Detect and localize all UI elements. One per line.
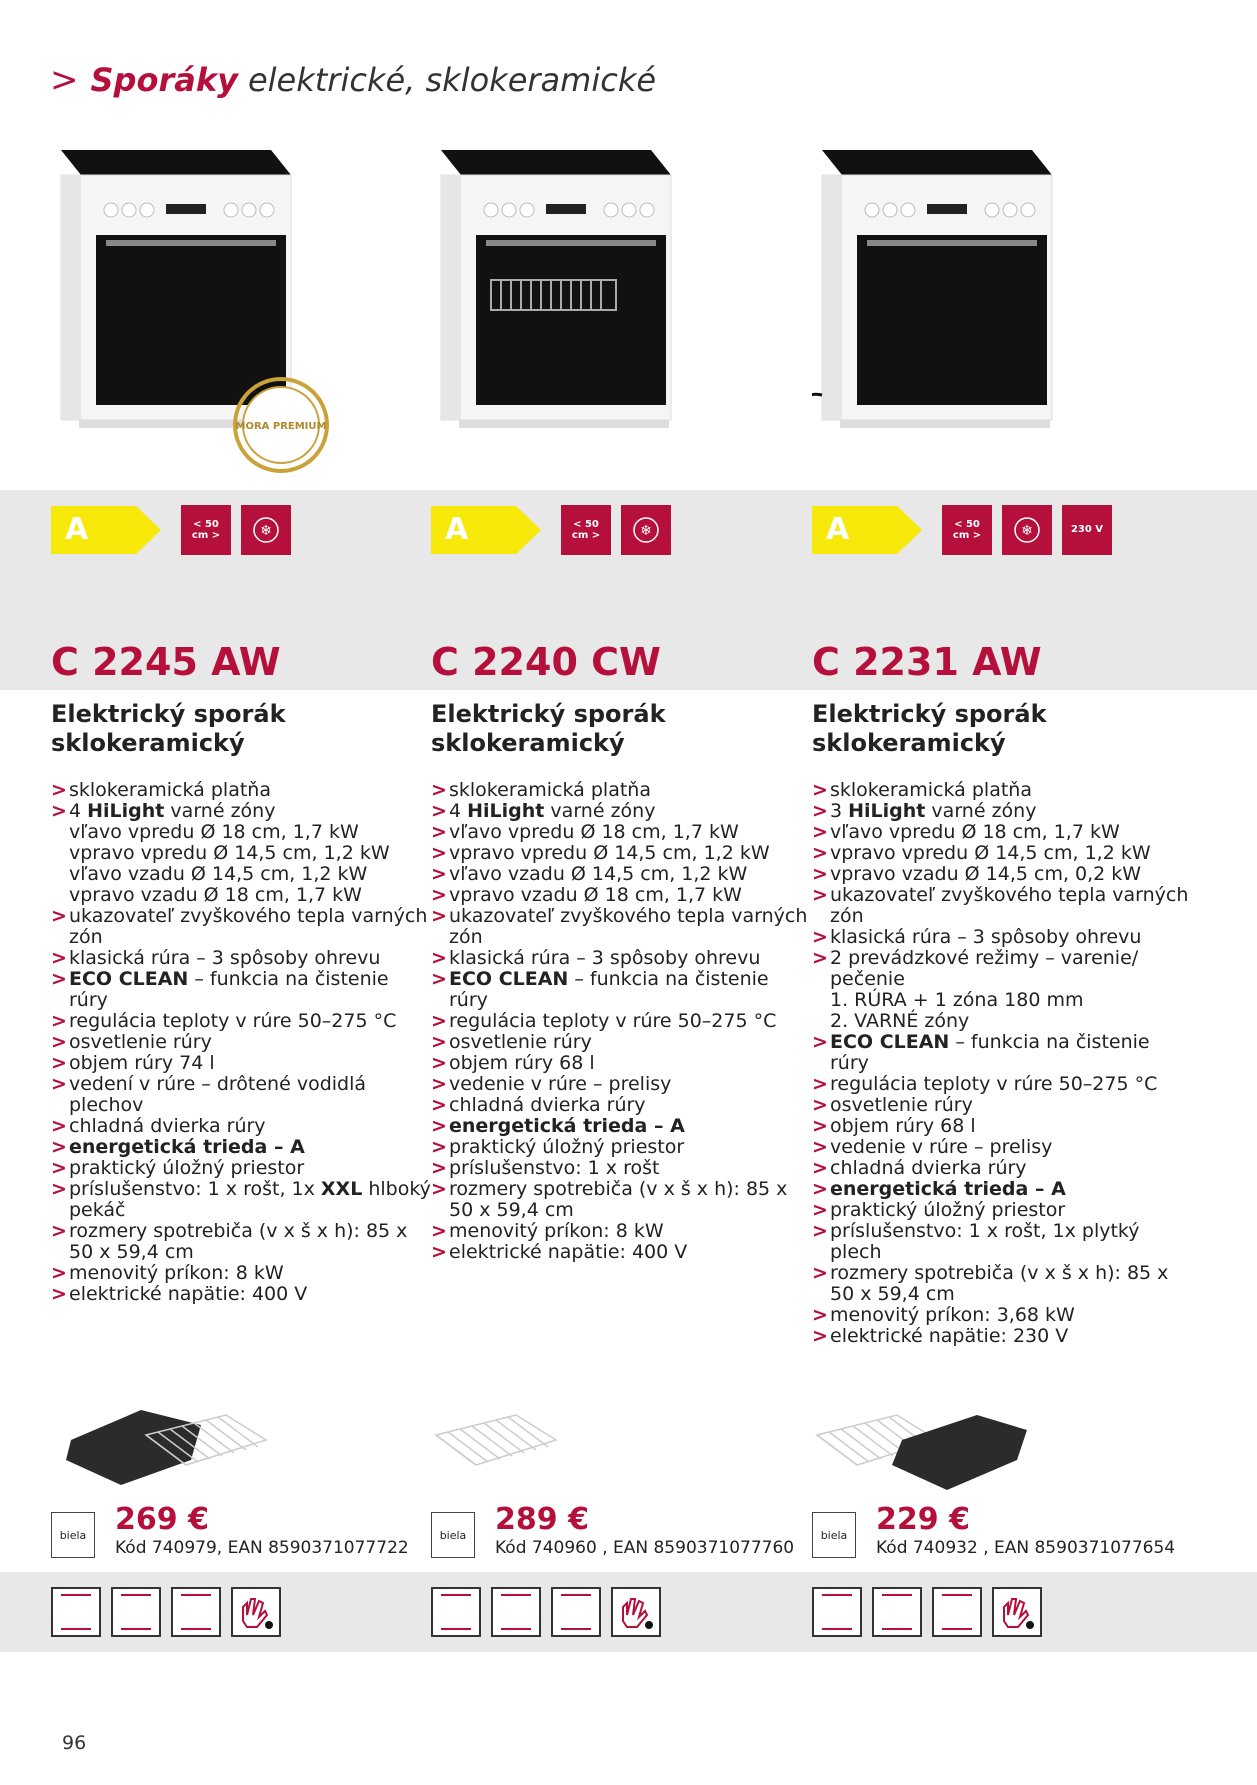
bullet-chevron-icon: > <box>51 800 67 822</box>
feature-item <box>812 927 1192 948</box>
feature-item <box>431 1179 811 1221</box>
feature-item <box>812 1095 1192 1116</box>
feature-item <box>431 1053 811 1074</box>
energy-class: A <box>65 511 89 547</box>
feature-item <box>431 1221 811 1242</box>
voltage-230v-icon: 230 V <box>1062 505 1112 555</box>
stove-photo <box>431 140 691 470</box>
feature-item <box>431 1095 811 1116</box>
energy-class-label <box>431 506 541 554</box>
hand-care-icon <box>231 1587 281 1637</box>
feature-item <box>812 1179 1192 1200</box>
bullet-chevron-icon: > <box>431 863 447 885</box>
bullet-chevron-icon: > <box>812 947 828 969</box>
price: 269 € <box>115 1502 209 1537</box>
checkbox-row <box>812 1587 1052 1637</box>
icon-row <box>812 502 1122 557</box>
feature-text: osvetlenie rúry <box>830 1094 973 1116</box>
bullet-chevron-icon: > <box>51 1031 67 1053</box>
feature-item <box>812 1032 1192 1074</box>
feature-item <box>431 780 811 801</box>
hot-air-icon <box>241 505 291 555</box>
feature-text: klasická rúra – 3 spôsoby ohrevu <box>830 926 1142 948</box>
bullet-chevron-icon: > <box>431 1115 447 1137</box>
heading-bold: Sporáky <box>90 61 238 99</box>
feature-item <box>51 1221 431 1263</box>
feature-item <box>431 1074 811 1095</box>
feature-text: 4 <box>69 800 88 822</box>
accessories <box>51 1400 281 1490</box>
product-code: Kód 740960 , EAN 8590371077760 <box>495 1538 795 1558</box>
feature-bold: HiLight <box>467 800 545 822</box>
bullet-chevron-icon: > <box>51 1157 67 1179</box>
energy-class-label <box>812 506 922 554</box>
feature-item <box>51 1032 431 1053</box>
feature-item <box>812 1305 1192 1326</box>
bullet-chevron-icon: > <box>812 821 828 843</box>
product-name-line2: sklokeramický <box>812 729 1006 757</box>
feature-text: vedenie v rúre – prelisy <box>449 1073 672 1095</box>
placement-box-icon <box>111 1587 161 1637</box>
feature-text: menovitý príkon: 8 kW <box>449 1220 664 1242</box>
svg-text:❄: ❄ <box>1021 522 1033 539</box>
bullet-chevron-icon: > <box>51 1178 67 1200</box>
product-name-line1: Elektrický sporák <box>431 700 666 728</box>
feature-item <box>51 780 431 801</box>
feature-item <box>812 885 1192 927</box>
bullet-chevron-icon: > <box>51 1010 67 1032</box>
product-name-line1: Elektrický sporák <box>51 700 286 728</box>
feature-item <box>51 1158 431 1179</box>
feature-text-post: hlboký pekáč <box>69 1178 431 1221</box>
feature-text-post: – funkcia na čistenie rúry <box>830 1031 1150 1074</box>
feature-text-post: varné zóny <box>544 800 656 822</box>
feature-item <box>51 906 431 948</box>
feature-text: klasická rúra – 3 spôsoby ohrevu <box>69 947 381 969</box>
feature-text: menovitý príkon: 3,68 kW <box>830 1304 1075 1326</box>
feature-text: vľavo vpredu Ø 18 cm, 1,7 kW <box>449 821 739 843</box>
feature-item <box>431 948 811 969</box>
hand-care-icon <box>992 1587 1042 1637</box>
feature-bold: HiLight <box>848 800 926 822</box>
feature-item <box>812 1200 1192 1221</box>
checkbox-row <box>51 1587 291 1637</box>
feature-bold: XXL <box>320 1178 363 1200</box>
feature-text: chladná dvierka rúry <box>449 1094 646 1116</box>
color-label: biela <box>51 1512 95 1558</box>
feature-item <box>431 906 811 948</box>
feature-text: vpravo vpredu Ø 14,5 cm, 1,2 kW <box>830 842 1151 864</box>
bullet-chevron-icon: > <box>431 968 447 990</box>
stove-image <box>812 140 1072 470</box>
feature-text: osvetlenie rúry <box>449 1031 592 1053</box>
bullet-chevron-icon: > <box>431 779 447 801</box>
feature-text: vedenie v rúre – prelisy <box>830 1136 1053 1158</box>
product-name <box>812 700 1047 758</box>
bullet-chevron-icon: > <box>812 1115 828 1137</box>
feature-text: regulácia teploty v rúre 50–275 °C <box>449 1010 777 1032</box>
bullet-chevron-icon: > <box>812 800 828 822</box>
feature-text: 2. VARNÉ zóny <box>830 1010 970 1032</box>
bullet-chevron-icon: > <box>431 1136 447 1158</box>
feature-item <box>51 948 431 969</box>
bullet-chevron-icon: > <box>431 821 447 843</box>
bullet-chevron-icon: > <box>51 779 67 801</box>
bullet-chevron-icon: > <box>431 947 447 969</box>
feature-item <box>51 1011 431 1032</box>
model-number: C 2240 CW <box>431 640 661 684</box>
bullet-chevron-icon: > <box>812 1073 828 1095</box>
bullet-chevron-icon: > <box>431 905 447 927</box>
feature-text: rozmery spotrebiča (v x š x h): 85 x 50 x 59,4 cm <box>830 1262 1169 1305</box>
feature-text: objem rúry 68 l <box>830 1115 976 1137</box>
bullet-chevron-icon: > <box>431 1031 447 1053</box>
model-number: C 2245 AW <box>51 640 281 684</box>
feature-item <box>812 822 1192 843</box>
feature-text: objem rúry 74 l <box>69 1052 215 1074</box>
feature-bold: energetická trieda – A <box>830 1178 1066 1200</box>
feature-text: príslušenstvo: 1 x rošt <box>449 1157 660 1179</box>
accessories-image <box>51 1400 281 1490</box>
feature-item <box>812 1074 1192 1095</box>
feature-text: vpravo vzadu Ø 14,5 cm, 0,2 kW <box>830 863 1142 885</box>
feature-item <box>812 843 1192 864</box>
feature-text: sklokeramická platňa <box>449 779 651 801</box>
bullet-chevron-icon: > <box>812 842 828 864</box>
feature-text: elektrické napätie: 400 V <box>69 1283 308 1305</box>
feature-bold: ECO CLEAN <box>449 968 569 990</box>
premium-badge <box>231 375 331 475</box>
feature-item <box>812 1326 1192 1347</box>
feature-text: elektrické napätie: 230 V <box>830 1325 1069 1347</box>
feature-text: regulácia teploty v rúre 50–275 °C <box>830 1073 1158 1095</box>
heading-rest: elektrické, sklokeramické <box>247 61 657 99</box>
placement-box-icon <box>431 1587 481 1637</box>
placement-box-icon <box>171 1587 221 1637</box>
feature-text: príslušenstvo: 1 x rošt, 1x plytký plech <box>830 1220 1140 1263</box>
feature-text: príslušenstvo: 1 x rošt, 1x <box>69 1178 321 1200</box>
feature-item <box>51 801 431 822</box>
feature-item <box>51 864 431 885</box>
feature-text-post: – funkcia na čistenie rúry <box>69 968 389 1011</box>
svg-text:❄: ❄ <box>640 522 652 539</box>
feature-list <box>812 780 1192 1347</box>
feature-text: objem rúry 68 l <box>449 1052 595 1074</box>
bullet-chevron-icon: > <box>812 1325 828 1347</box>
page-heading <box>50 60 656 100</box>
feature-item <box>812 1011 1192 1032</box>
bullet-chevron-icon: > <box>812 926 828 948</box>
feature-item <box>51 1116 431 1137</box>
feature-item <box>812 801 1192 822</box>
feature-item <box>51 885 431 906</box>
price: 289 € <box>495 1502 589 1537</box>
model-number: C 2231 AW <box>812 640 1042 684</box>
product-code: Kód 740932 , EAN 8590371077654 <box>876 1538 1176 1558</box>
feature-item <box>431 801 811 822</box>
bullet-chevron-icon: > <box>812 1178 828 1200</box>
feature-text: osvetlenie rúry <box>69 1031 212 1053</box>
bullet-chevron-icon: > <box>431 1178 447 1200</box>
bullet-chevron-icon: > <box>51 968 67 990</box>
feature-item <box>812 948 1192 990</box>
placement-box-icon <box>551 1587 601 1637</box>
feature-item <box>431 843 811 864</box>
feature-item <box>51 1137 431 1158</box>
accessories-image <box>812 1400 1042 1490</box>
feature-bold: ECO CLEAN <box>69 968 189 990</box>
bullet-chevron-icon: > <box>431 1010 447 1032</box>
feature-item <box>812 864 1192 885</box>
feature-item <box>51 1263 431 1284</box>
feature-text: vľavo vpredu Ø 18 cm, 1,7 kW <box>69 821 359 843</box>
bullet-chevron-icon: > <box>51 1073 67 1095</box>
hot-air-icon <box>621 505 671 555</box>
color-label: biela <box>812 1512 856 1558</box>
feature-item <box>431 969 811 1011</box>
feature-text: 3 <box>830 800 849 822</box>
bullet-chevron-icon: > <box>431 1052 447 1074</box>
stove-image <box>431 140 691 470</box>
bullet-chevron-icon: > <box>51 1136 67 1158</box>
bullet-chevron-icon: > <box>812 779 828 801</box>
feature-item <box>431 864 811 885</box>
accessories-image <box>431 1400 661 1490</box>
checkbox-row <box>431 1587 671 1637</box>
accessories <box>431 1400 661 1490</box>
bullet-chevron-icon: > <box>812 1199 828 1221</box>
feature-item <box>812 1221 1192 1263</box>
feature-item <box>51 822 431 843</box>
bullet-chevron-icon: > <box>431 1157 447 1179</box>
feature-list <box>51 780 431 1305</box>
feature-item <box>51 843 431 864</box>
bullet-chevron-icon: > <box>812 1136 828 1158</box>
feature-item <box>51 1053 431 1074</box>
feature-item <box>431 1137 811 1158</box>
bullet-chevron-icon: > <box>431 1241 447 1263</box>
bullet-chevron-icon: > <box>812 1220 828 1242</box>
feature-text: vľavo vpredu Ø 18 cm, 1,7 kW <box>830 821 1120 843</box>
feature-text: rozmery spotrebiča (v x š x h): 85 x 50 x 59,4 cm <box>449 1178 788 1221</box>
feature-text: vpravo vzadu Ø 18 cm, 1,7 kW <box>69 884 362 906</box>
feature-item <box>51 1074 431 1116</box>
feature-text: vpravo vpredu Ø 14,5 cm, 1,2 kW <box>449 842 770 864</box>
feature-item <box>812 990 1192 1011</box>
product-code: Kód 740979, EAN 8590371077722 <box>115 1538 409 1558</box>
placement-box-icon <box>51 1587 101 1637</box>
placement-box-icon <box>491 1587 541 1637</box>
hand-care-icon <box>611 1587 661 1637</box>
feature-bold: energetická trieda – A <box>69 1136 305 1158</box>
feature-item <box>812 1263 1192 1305</box>
svg-text:❄: ❄ <box>260 522 272 539</box>
price: 229 € <box>876 1502 970 1537</box>
bullet-chevron-icon: > <box>812 1094 828 1116</box>
feature-text: vľavo vzadu Ø 14,5 cm, 1,2 kW <box>69 863 368 885</box>
placement-box-icon <box>932 1587 982 1637</box>
svg-text:MORA PREMIUM: MORA PREMIUM <box>235 421 327 432</box>
feature-item <box>431 885 811 906</box>
bullet-chevron-icon: > <box>51 1220 67 1242</box>
feature-text: praktický úložný priestor <box>69 1157 305 1179</box>
bullet-chevron-icon: > <box>51 905 67 927</box>
bullet-chevron-icon: > <box>431 800 447 822</box>
bullet-chevron-icon: > <box>51 947 67 969</box>
bullet-chevron-icon: > <box>812 1031 828 1053</box>
feature-text: ukazovateľ zvyškového tepla varných zón <box>69 905 428 948</box>
bullet-chevron-icon: > <box>51 1283 67 1305</box>
feature-text-post: varné zóny <box>164 800 276 822</box>
feature-text: regulácia teploty v rúre 50–275 °C <box>69 1010 397 1032</box>
feature-text: chladná dvierka rúry <box>69 1115 266 1137</box>
stove-photo <box>812 140 1072 470</box>
feature-item <box>812 1116 1192 1137</box>
icon-row <box>431 502 681 557</box>
bullet-chevron-icon: > <box>431 884 447 906</box>
placement-box-icon <box>872 1587 922 1637</box>
feature-item <box>812 780 1192 801</box>
feature-item <box>431 1116 811 1137</box>
feature-list <box>431 780 811 1263</box>
placement-box-icon <box>812 1587 862 1637</box>
feature-text: chladná dvierka rúry <box>830 1157 1027 1179</box>
feature-text: 2 prevádzkové režimy – varenie/ pečenie <box>830 947 1139 990</box>
feature-text: ukazovateľ zvyškového tepla varných zón <box>449 905 808 948</box>
feature-text: sklokeramická platňa <box>69 779 271 801</box>
feature-text: 1. RÚRA + 1 zóna 180 mm <box>830 989 1084 1011</box>
feature-text: praktický úložný priestor <box>449 1136 685 1158</box>
feature-item <box>812 1158 1192 1179</box>
product-name-line2: sklokeramický <box>51 729 245 757</box>
feature-text: vpravo vzadu Ø 18 cm, 1,7 kW <box>449 884 742 906</box>
feature-item <box>51 1179 431 1221</box>
bullet-chevron-icon: > <box>812 1157 828 1179</box>
chevron-right-icon: > <box>50 60 79 100</box>
feature-text-post: varné zóny <box>925 800 1037 822</box>
badge-wrap <box>231 375 331 479</box>
bullet-chevron-icon: > <box>51 1262 67 1284</box>
feature-text: klasická rúra – 3 spôsoby ohrevu <box>449 947 761 969</box>
feature-item <box>431 1032 811 1053</box>
feature-text: vedení v rúre – drôtené vodidlá plechov <box>69 1073 367 1116</box>
width-50cm-icon: < 50 cm > <box>181 505 231 555</box>
energy-class: A <box>826 511 850 547</box>
feature-bold: ECO CLEAN <box>830 1031 950 1053</box>
feature-text: elektrické napätie: 400 V <box>449 1241 688 1263</box>
icon-row <box>51 502 301 557</box>
feature-item <box>431 822 811 843</box>
product-name <box>431 700 666 758</box>
bullet-chevron-icon: > <box>812 1262 828 1284</box>
bullet-chevron-icon: > <box>812 1304 828 1326</box>
bullet-chevron-icon: > <box>431 1094 447 1116</box>
product-name-line1: Elektrický sporák <box>812 700 1047 728</box>
feature-item <box>431 1242 811 1263</box>
color-label: biela <box>431 1512 475 1558</box>
hot-air-icon <box>1002 505 1052 555</box>
energy-class: A <box>445 511 469 547</box>
bullet-chevron-icon: > <box>51 1115 67 1137</box>
bullet-chevron-icon: > <box>431 842 447 864</box>
feature-bold: energetická trieda – A <box>449 1115 685 1137</box>
feature-text: menovitý príkon: 8 kW <box>69 1262 284 1284</box>
bullet-chevron-icon: > <box>812 863 828 885</box>
bullet-chevron-icon: > <box>51 1052 67 1074</box>
bullet-chevron-icon: > <box>431 1220 447 1242</box>
feature-text: sklokeramická platňa <box>830 779 1032 801</box>
feature-text: vľavo vzadu Ø 14,5 cm, 1,2 kW <box>449 863 748 885</box>
feature-bold: HiLight <box>87 800 165 822</box>
feature-item <box>431 1158 811 1179</box>
feature-item <box>51 969 431 1011</box>
feature-text: rozmery spotrebiča (v x š x h): 85 x 50 x 59,4 cm <box>69 1220 408 1263</box>
feature-text: praktický úložný priestor <box>830 1199 1066 1221</box>
feature-item <box>51 1284 431 1305</box>
bullet-chevron-icon: > <box>812 884 828 906</box>
feature-item <box>431 1011 811 1032</box>
width-50cm-icon: < 50 cm > <box>942 505 992 555</box>
product-name <box>51 700 286 758</box>
feature-text: 4 <box>449 800 468 822</box>
width-50cm-icon: < 50 cm > <box>561 505 611 555</box>
feature-text: vpravo vpredu Ø 14,5 cm, 1,2 kW <box>69 842 390 864</box>
page-number: 96 <box>62 1732 87 1754</box>
energy-class-label <box>51 506 161 554</box>
product-name-line2: sklokeramický <box>431 729 625 757</box>
feature-item <box>812 1137 1192 1158</box>
accessories <box>812 1400 1042 1490</box>
feature-text: ukazovateľ zvyškového tepla varných zón <box>830 884 1189 927</box>
feature-text-post: – funkcia na čistenie rúry <box>449 968 769 1011</box>
bullet-chevron-icon: > <box>431 1073 447 1095</box>
